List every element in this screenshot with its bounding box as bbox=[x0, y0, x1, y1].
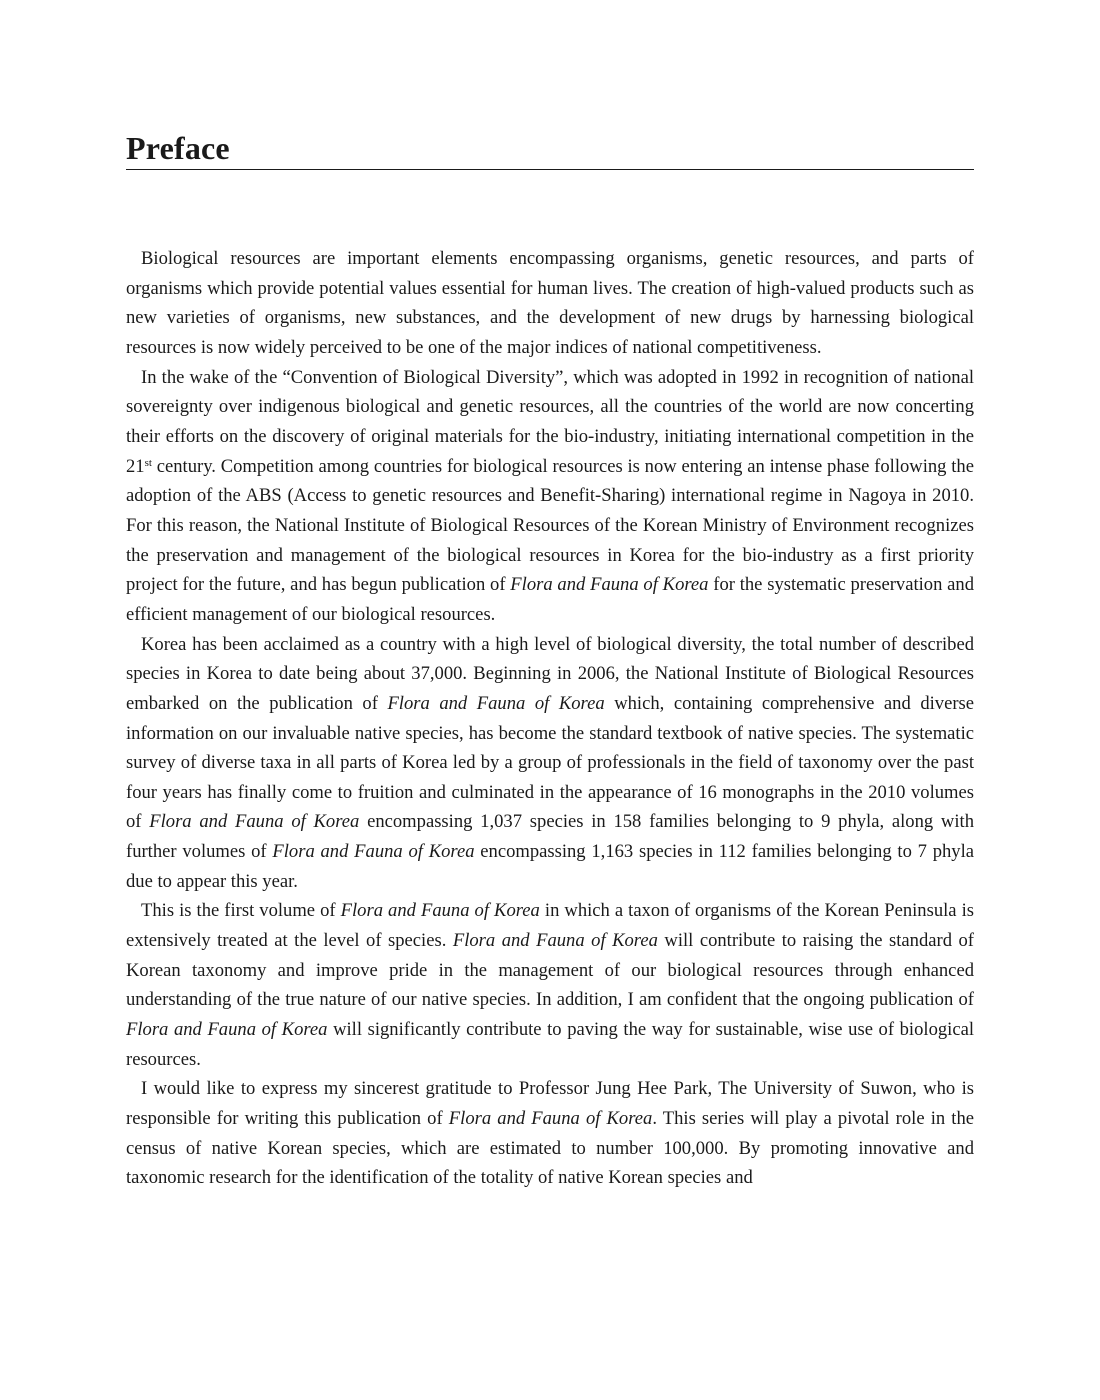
italic-title: Flora and Fauna of Korea bbox=[149, 811, 360, 833]
paragraph-1 bbox=[126, 244, 974, 363]
paragraph-3 bbox=[126, 630, 974, 897]
italic-title: Flora and Fauna of Korea bbox=[387, 692, 605, 714]
italic-title: Flora and Fauna of Korea bbox=[510, 574, 709, 596]
text-run: This is the first volume of bbox=[141, 900, 341, 922]
italic-title: Flora and Fauna of Korea bbox=[340, 900, 540, 922]
text-run: which, containing comprehensive and diverse information on our invaluable native species, has become the standard textbook of native species. The systematic survey of diverse taxa in all parts of Korea led by a group of professionals in the field of taxonomy over the past four years has finally come to fruition and culminated in the appearance of 16 monographs in the 2010 volumes of bbox=[126, 692, 975, 833]
text-run: in which a taxon of organisms of the Korean Peninsula is extensively treated at the level of species. bbox=[126, 900, 974, 952]
paragraph-4 bbox=[126, 896, 974, 1074]
italic-title: Flora and Fauna of Korea bbox=[448, 1108, 653, 1130]
text-run: . This series will play a pivotal role in the census of native Korean species, which are estimated to number 100,000. By promoting innovative and taxonomic research for the identification of the totality of native Korean species and bbox=[126, 1108, 974, 1189]
paragraph-5 bbox=[126, 1074, 974, 1193]
text-run: Biological resources are important elements encompassing organisms, genetic resources, and parts of organisms which provide potential values essential for human lives. The creation of high-valued products such as new varieties of organisms, new substances, and the development of new drugs by harnessing biological resources is now widely perceived to be one of the major indices of national competitiveness. bbox=[126, 248, 974, 358]
body-text bbox=[126, 244, 974, 1193]
italic-title: Flora and Fauna of Korea bbox=[126, 1019, 328, 1041]
text-run: for the systematic preservation and efficient management of our biological resources. bbox=[126, 574, 974, 625]
text-run: will contribute to raising the standard of Korean taxonomy and improve pride in the management of our biological resources through enhanced understanding of the true nature of our native species. In addition, I am confident that the ongoing publication of bbox=[126, 930, 974, 1011]
text-run: In the wake of the “Convention of Biological Diversity”, which was adopted in 1992 in recognition of national sovereignty over indigenous biological and genetic resources, all the countries of the world are now concerting their efforts on the discovery of original materials for the bio-industry, initiating international competition in the 21 bbox=[126, 366, 974, 477]
page-title: Preface bbox=[126, 130, 230, 166]
italic-title: Flora and Fauna of Korea bbox=[452, 930, 658, 952]
text-run: Korea has been acclaimed as a country with a high level of biological diversity, the total number of described species in Korea to date being about 37,000. Beginning in 2006, the National Institute of Biological Resources embarked on the publication of bbox=[126, 633, 974, 714]
text-run: I would like to express my sincerest gratitude to Professor Jung Hee Park, The University of Suwon, who is responsible for writing this publication of bbox=[126, 1078, 974, 1130]
italic-title: Flora and Fauna of Korea bbox=[272, 841, 475, 863]
superscript: st bbox=[144, 456, 152, 469]
text-run: will significantly contribute to paving the way for sustainable, wise use of biological resources. bbox=[126, 1019, 974, 1070]
document-page bbox=[126, 0, 974, 1400]
text-run: encompassing 1,163 species in 112 families belonging to 7 phyla due to appear this year. bbox=[126, 841, 975, 892]
paragraph-2 bbox=[126, 363, 974, 630]
title-rule bbox=[126, 169, 974, 170]
text-run: century. Competition among countries for biological resources is now entering an intense phase following the adoption of the ABS (Access to genetic resources and Benefit-Sharing) international regime in Nagoya in 2010. For this reason, the National Institute of Biological Resources of the Korean Ministry of Environment recognizes the preservation and management of the biological resources in Korea for the bio-industry as a first priority project for the future, and has begun publication of bbox=[126, 455, 974, 596]
text-run: encompassing 1,037 species in 158 families belonging to 9 phyla, along with further volumes of bbox=[126, 811, 974, 863]
